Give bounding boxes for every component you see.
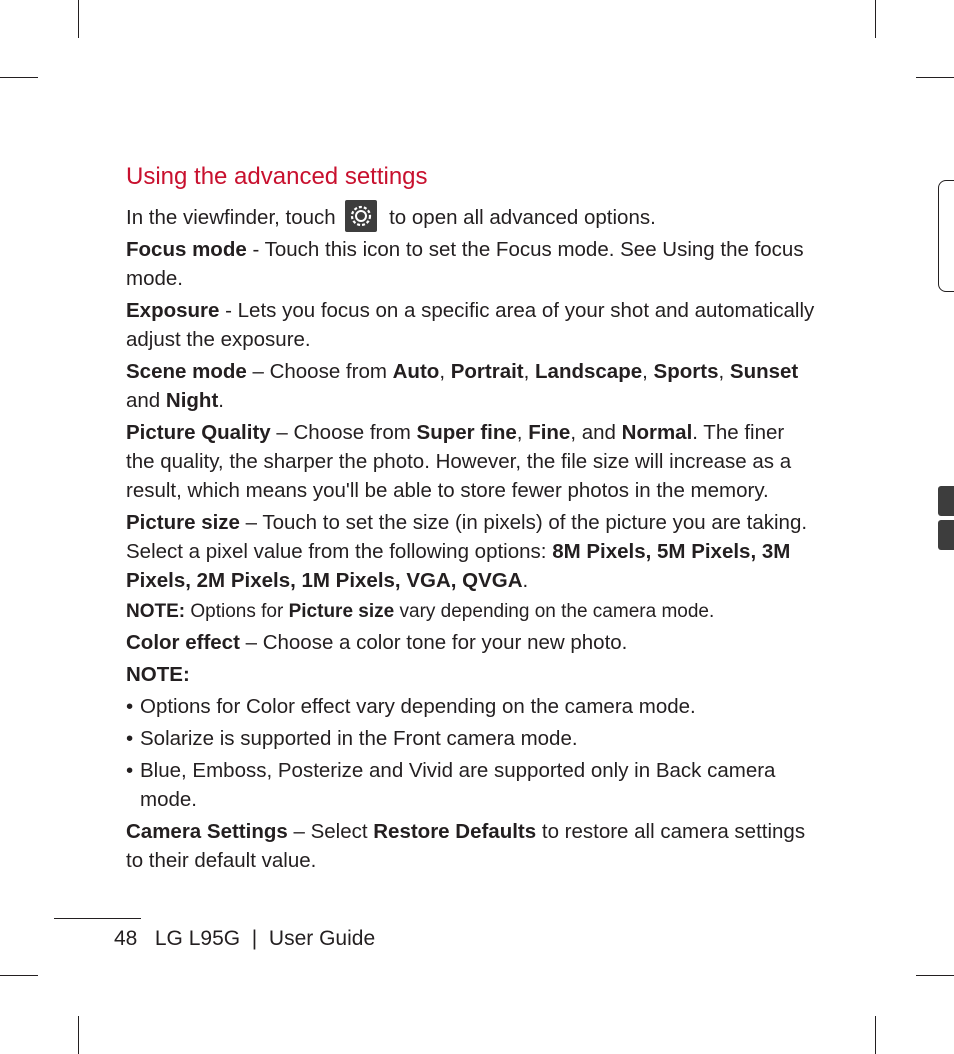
footer-separator: | xyxy=(251,927,258,950)
bullet: • xyxy=(126,727,134,750)
picture-quality-label: Picture Quality xyxy=(126,421,271,444)
focus-mode-paragraph xyxy=(126,235,816,293)
crop-mark xyxy=(916,77,954,78)
picture-quality-paragraph xyxy=(126,418,816,505)
exposure-text: - Lets you focus on a specific area of your shot and automatically adjust the exposure. xyxy=(126,299,815,351)
note-label: NOTE: xyxy=(126,601,186,622)
scene-option: Sports xyxy=(653,360,719,383)
focus-mode-text: - Touch this icon to set the Focus mode. See Using the focus mode. xyxy=(126,238,804,290)
color-effect-label: Color effect xyxy=(126,631,240,654)
crop-mark xyxy=(0,975,38,976)
bullet-text: Blue, Emboss, Posterize and Vivid are supported only in Back camera mode. xyxy=(140,759,776,811)
intro-paragraph xyxy=(126,200,816,232)
quality-option: Normal xyxy=(621,421,693,444)
quality-text: , and xyxy=(570,421,622,444)
picture-size-label: Picture size xyxy=(126,511,240,534)
page-number: 48 xyxy=(114,927,138,950)
list-item xyxy=(126,756,816,814)
footer-rule xyxy=(54,918,141,919)
crop-mark xyxy=(78,1016,79,1054)
crop-mark xyxy=(78,0,79,38)
bullet-text: Options for Color effect vary depending on the camera mode. xyxy=(140,695,696,718)
focus-mode-label: Focus mode xyxy=(126,238,247,261)
quality-text: – Choose from xyxy=(270,421,417,444)
bullet-text: Solarize is supported in the Front camera mode. xyxy=(140,727,578,750)
play-icon xyxy=(938,486,954,516)
separator: , xyxy=(523,360,536,383)
size-text: – Touch to set the size (in pixels) of the picture you are taking. Select a pixel value from the following options: xyxy=(126,511,808,563)
quality-option: Super fine xyxy=(416,421,517,444)
period: . xyxy=(218,389,224,412)
scene-option: Night xyxy=(165,389,219,412)
separator: , xyxy=(642,360,654,383)
settings-icon xyxy=(938,520,954,550)
adjacent-page-tip-box xyxy=(938,180,954,292)
exposure-label: Exposure xyxy=(126,299,220,322)
list-item xyxy=(126,692,816,721)
scene-text: and xyxy=(126,389,166,412)
scene-option: Landscape xyxy=(535,360,643,383)
bullet: • xyxy=(126,695,134,718)
intro-text-after: to open all advanced options. xyxy=(389,206,656,229)
note-label: NOTE: xyxy=(126,663,190,686)
page-content xyxy=(126,160,816,878)
crop-mark xyxy=(875,1016,876,1054)
quality-text: . The finer the quality, the sharper the photo. However, the file size will increase as a result, which means you'll be able to store fewer photos in the memory. xyxy=(126,421,792,502)
scene-option: Auto xyxy=(392,360,440,383)
color-effect-text: – Choose a color tone for your new photo. xyxy=(239,631,628,654)
exposure-paragraph xyxy=(126,296,816,354)
crop-mark xyxy=(916,975,954,976)
crop-mark xyxy=(0,77,38,78)
product-name: LG L95G xyxy=(154,927,241,950)
camera-settings-label: Camera Settings xyxy=(126,820,288,843)
note-text: vary depending on the camera mode. xyxy=(394,601,715,622)
quality-option: Fine xyxy=(528,421,571,444)
picture-size-paragraph xyxy=(126,508,816,595)
intro-text: In the viewfinder, touch xyxy=(126,206,336,229)
note-picture-size xyxy=(126,598,816,625)
separator: , xyxy=(516,421,529,444)
scene-text: – Choose from xyxy=(246,360,393,383)
note-text: Options for xyxy=(185,601,289,622)
size-options: 8M Pixels, 5M Pixels, 3M Pixels, 2M Pixels, 1M Pixels, VGA, QVGA xyxy=(126,540,791,592)
camset-text: – Select xyxy=(287,820,374,843)
guide-title: User Guide xyxy=(268,927,376,950)
separator: , xyxy=(718,360,730,383)
restore-defaults-label: Restore Defaults xyxy=(373,820,537,843)
period: . xyxy=(522,569,529,592)
scene-mode-paragraph xyxy=(126,357,816,415)
scene-option: Sunset xyxy=(729,360,799,383)
scene-mode-label: Scene mode xyxy=(126,360,247,383)
crop-mark xyxy=(875,0,876,38)
color-effect-paragraph xyxy=(126,628,816,657)
camset-text: to restore all camera settings to their default value. xyxy=(126,820,806,872)
list-item xyxy=(126,724,816,753)
settings-gear-icon xyxy=(345,200,377,232)
bullet: • xyxy=(126,759,134,782)
note-bold: Picture size xyxy=(288,601,395,622)
camera-settings-paragraph xyxy=(126,817,816,875)
section-heading: Using the advanced settings xyxy=(126,163,428,190)
scene-option: Portrait xyxy=(450,360,524,383)
note-heading xyxy=(126,660,816,689)
footer-line xyxy=(114,924,375,954)
separator: , xyxy=(439,360,451,383)
